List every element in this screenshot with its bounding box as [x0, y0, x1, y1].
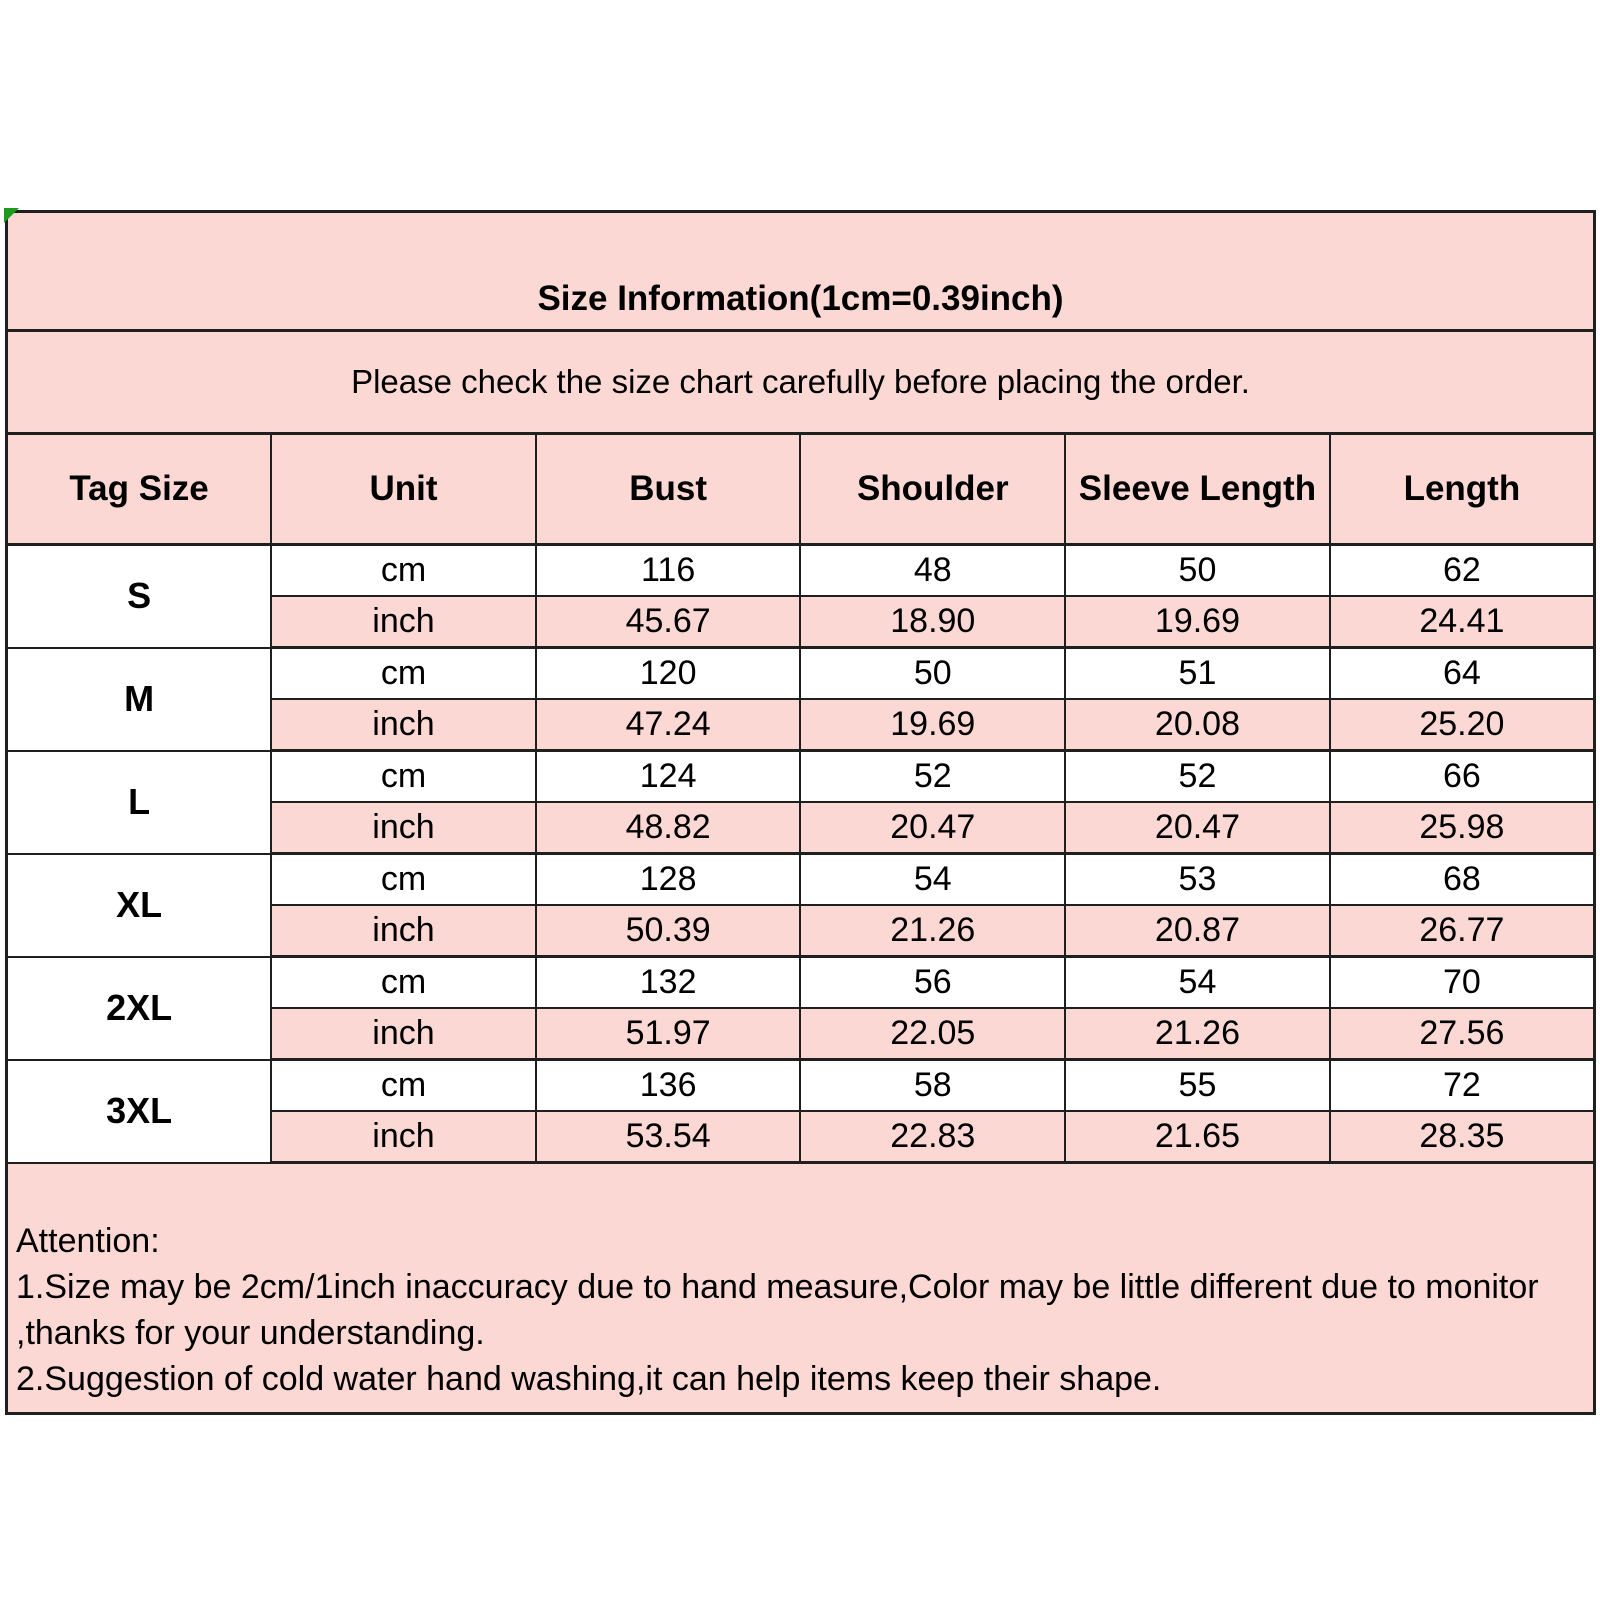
attention-cell	[7, 1163, 1595, 1414]
cell-value: 20.87	[1065, 905, 1330, 957]
cell-value: 64	[1330, 648, 1595, 700]
unit-label: inch	[271, 596, 536, 648]
cell-value: 18.90	[800, 596, 1065, 648]
cell-value: 21.26	[1065, 1008, 1330, 1060]
cell-value: 25.98	[1330, 802, 1595, 854]
table-row-2xl-cm	[7, 957, 1595, 1009]
cell-value: 19.69	[1065, 596, 1330, 648]
cell-value: 62	[1330, 545, 1595, 597]
cell-value: 22.05	[800, 1008, 1065, 1060]
cell-value: 50	[1065, 545, 1330, 597]
cell-value: 48.82	[536, 802, 801, 854]
cell-value: 53.54	[536, 1111, 801, 1163]
cell-value: 47.24	[536, 699, 801, 751]
cell-value: 132	[536, 957, 801, 1009]
cell-value: 51.97	[536, 1008, 801, 1060]
cell-value: 124	[536, 751, 801, 803]
header-bust: Bust	[536, 434, 801, 545]
page-title: Size Information(1cm=0.39inch)	[7, 212, 1595, 331]
header-sleeve-length: Sleeve Length	[1065, 434, 1330, 545]
attention-row	[7, 1163, 1595, 1414]
unit-label: inch	[271, 802, 536, 854]
green-corner-marker	[4, 208, 19, 223]
subtitle-text: Please check the size chart carefully before placing the order.	[7, 331, 1595, 434]
cell-value: 50	[800, 648, 1065, 700]
size-tag-l: L	[7, 751, 272, 854]
title-row	[7, 212, 1595, 331]
size-tag-m: M	[7, 648, 272, 751]
cell-value: 68	[1330, 854, 1595, 906]
unit-label: cm	[271, 545, 536, 597]
table-row-xl-cm	[7, 854, 1595, 906]
cell-value: 54	[1065, 957, 1330, 1009]
cell-value: 66	[1330, 751, 1595, 803]
table-row-3xl-cm	[7, 1060, 1595, 1112]
header-unit: Unit	[271, 434, 536, 545]
cell-value: 21.65	[1065, 1111, 1330, 1163]
cell-value: 55	[1065, 1060, 1330, 1112]
cell-value: 19.69	[800, 699, 1065, 751]
attention-heading: Attention:	[16, 1222, 160, 1260]
cell-value: 27.56	[1330, 1008, 1595, 1060]
cell-value: 52	[800, 751, 1065, 803]
cell-value: 54	[800, 854, 1065, 906]
cell-value: 22.83	[800, 1111, 1065, 1163]
size-chart-table	[5, 210, 1596, 1415]
attention-note-1: 1.Size may be 2cm/1inch inaccuracy due to hand measure,Color may be little different due to monitor ,thanks for your understanding.	[16, 1268, 1539, 1352]
unit-label: inch	[271, 1111, 536, 1163]
size-tag-3xl: 3XL	[7, 1060, 272, 1163]
unit-label: inch	[271, 1008, 536, 1060]
cell-value: 20.08	[1065, 699, 1330, 751]
cell-value: 20.47	[800, 802, 1065, 854]
cell-value: 21.26	[800, 905, 1065, 957]
unit-label: inch	[271, 905, 536, 957]
cell-value: 70	[1330, 957, 1595, 1009]
size-tag-2xl: 2XL	[7, 957, 272, 1060]
cell-value: 53	[1065, 854, 1330, 906]
cell-value: 51	[1065, 648, 1330, 700]
table-row-s-cm	[7, 545, 1595, 597]
header-length: Length	[1330, 434, 1595, 545]
cell-value: 72	[1330, 1060, 1595, 1112]
unit-label: cm	[271, 957, 536, 1009]
unit-label: cm	[271, 751, 536, 803]
cell-value: 120	[536, 648, 801, 700]
cell-value: 128	[536, 854, 801, 906]
unit-label: cm	[271, 854, 536, 906]
cell-value: 116	[536, 545, 801, 597]
cell-value: 50.39	[536, 905, 801, 957]
size-tag-xl: XL	[7, 854, 272, 957]
attention-note-2: 2.Suggestion of cold water hand washing,it can help items keep their shape.	[16, 1360, 1162, 1398]
cell-value: 20.47	[1065, 802, 1330, 854]
size-tag-s: S	[7, 545, 272, 648]
unit-label: cm	[271, 1060, 536, 1112]
header-shoulder: Shoulder	[800, 434, 1065, 545]
cell-value: 24.41	[1330, 596, 1595, 648]
cell-value: 25.20	[1330, 699, 1595, 751]
cell-value: 45.67	[536, 596, 801, 648]
cell-value: 48	[800, 545, 1065, 597]
header-tag-size: Tag Size	[7, 434, 272, 545]
cell-value: 28.35	[1330, 1111, 1595, 1163]
unit-label: cm	[271, 648, 536, 700]
cell-value: 52	[1065, 751, 1330, 803]
subtitle-row	[7, 331, 1595, 434]
cell-value: 56	[800, 957, 1065, 1009]
column-header-row	[7, 434, 1595, 545]
table-row-m-cm	[7, 648, 1595, 700]
unit-label: inch	[271, 699, 536, 751]
cell-value: 136	[536, 1060, 801, 1112]
cell-value: 58	[800, 1060, 1065, 1112]
table-row-l-cm	[7, 751, 1595, 803]
cell-value: 26.77	[1330, 905, 1595, 957]
